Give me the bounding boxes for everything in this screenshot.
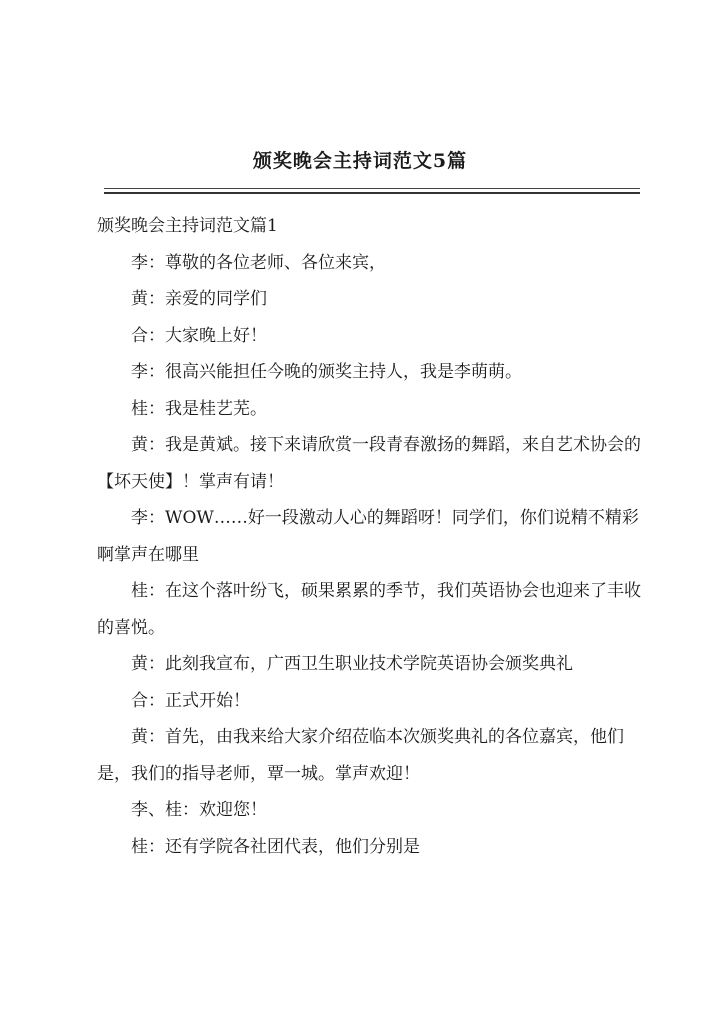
dialogue-line: 黄：此刻我宣布，广西卫生职业技术学院英语协会颁奖典礼	[131, 654, 573, 674]
dialogue-line: 李、桂：欢迎您！	[131, 800, 267, 820]
dialogue-line: 李：WOW……好一段激动人心的舞蹈呀！同学们，你们说精不精彩啊掌声在哪里	[97, 508, 639, 565]
dialogue-line: 李：很高兴能担任今晚的颁奖主持人，我是李萌萌。	[131, 362, 522, 382]
dialogue-line: 桂：在这个落叶纷飞，硕果累累的季节，我们英语协会也迎来了丰收的喜悦。	[97, 581, 641, 638]
section-heading: 颁奖晚会主持词范文篇1	[97, 216, 278, 236]
document-title: 颁奖晚会主持词范文5篇	[252, 150, 468, 172]
dialogue-line: 合：大家晚上好！	[131, 325, 267, 346]
dialogue-line: 黄：首先，由我来给大家介绍莅临本次颁奖典礼的各位嘉宾，他们是，我们的指导老师，覃一城。掌声欢迎！	[97, 727, 624, 784]
dialogue-line: 黄：我是黄斌。接下来请欣赏一段青春激扬的舞蹈，来自艺术协会的【坏天使】！掌声有请！	[97, 435, 641, 492]
dialogue-line: 桂：我是桂艺芜。	[131, 398, 267, 419]
document-body	[97, 208, 645, 865]
dialogue-line: 桂：还有学院各社团代表，他们分别是	[131, 836, 420, 857]
title-divider-thin	[104, 188, 640, 189]
dialogue-line: 黄：亲爱的同学们	[131, 289, 267, 309]
dialogue-line: 合：正式开始！	[131, 690, 250, 711]
dialogue-line: 李：尊敬的各位老师、各位来宾，	[131, 252, 386, 273]
title-divider-thick	[104, 192, 640, 194]
